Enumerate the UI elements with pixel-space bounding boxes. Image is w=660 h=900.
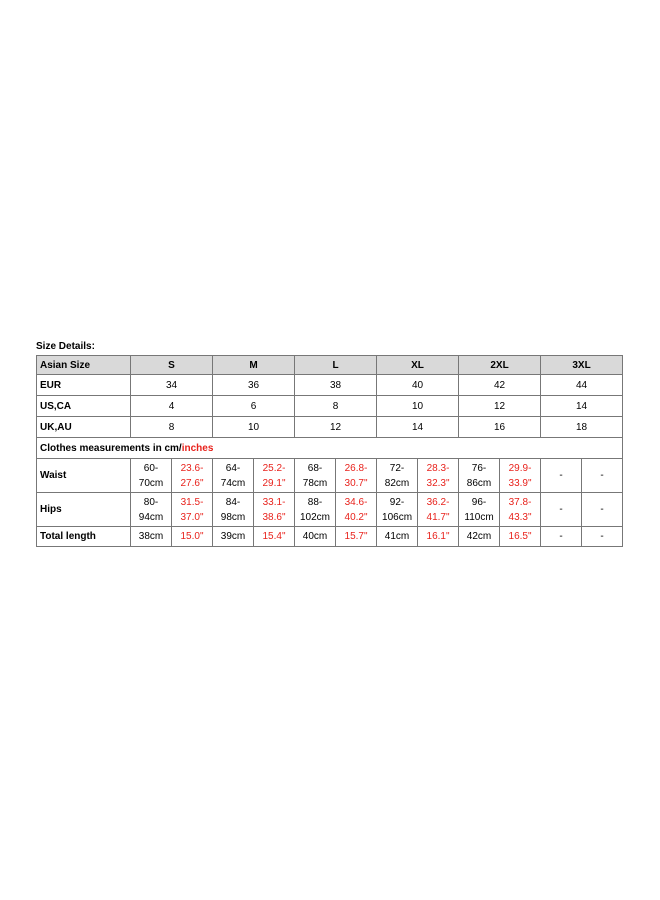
table-row: [37, 417, 623, 438]
inch-value: 26.8-: [344, 462, 368, 474]
table-cell: 12: [295, 417, 377, 438]
cm-cell: [459, 493, 500, 527]
measurements-note-prefix: Clothes measurements in cm/: [40, 442, 182, 454]
inch-value: 30.7": [344, 477, 368, 489]
table-cell: 6: [213, 396, 295, 417]
inch-value: 36.2-: [426, 496, 450, 508]
inch-value: 33.9": [508, 477, 532, 489]
cm-value: 98cm: [220, 511, 246, 523]
inch-value: 40.2": [344, 511, 368, 523]
size-table: [36, 355, 623, 547]
inch-cell: -: [582, 493, 623, 527]
table-cell: 12: [459, 396, 541, 417]
row-label-total-length: Total length: [37, 527, 131, 547]
table-row: [37, 375, 623, 396]
size-header-2xl: 2XL: [459, 356, 541, 375]
row-label-eur: EUR: [37, 375, 131, 396]
inch-cell: [336, 493, 377, 527]
table-row: [37, 527, 623, 547]
cm-value: 82cm: [384, 477, 410, 489]
cm-cell: -: [541, 493, 582, 527]
cm-value: 78cm: [302, 477, 328, 489]
inch-value: 38.6": [262, 511, 286, 523]
cm-cell: [377, 459, 418, 493]
inch-cell: 15.7": [336, 527, 377, 547]
cm-value: 102cm: [300, 511, 331, 523]
table-cell: 34: [131, 375, 213, 396]
table-cell: 10: [377, 396, 459, 417]
inch-cell: [500, 493, 541, 527]
cm-cell: [213, 493, 254, 527]
cm-value: 72-: [389, 462, 405, 474]
cm-value: 60-: [143, 462, 159, 474]
size-header-m: M: [213, 356, 295, 375]
inch-value: 23.6-: [180, 462, 204, 474]
table-cell: 14: [541, 396, 623, 417]
size-header-l: L: [295, 356, 377, 375]
cm-value: 70cm: [138, 477, 164, 489]
size-details-title: Size Details:: [36, 341, 95, 352]
inch-value: 27.6": [180, 477, 204, 489]
inch-cell: 15.0": [172, 527, 213, 547]
cm-cell: [295, 493, 336, 527]
table-cell: 4: [131, 396, 213, 417]
inch-cell: [418, 493, 459, 527]
measurements-note-inches: inches: [181, 442, 214, 454]
inch-value: 32.3": [426, 477, 450, 489]
inch-value: 41.7": [426, 511, 450, 523]
row-label-waist: Waist: [37, 459, 131, 493]
inch-cell: 16.5": [500, 527, 541, 547]
cm-cell: [459, 459, 500, 493]
table-cell: 14: [377, 417, 459, 438]
table-cell: 16: [459, 417, 541, 438]
inch-cell: 16.1": [418, 527, 459, 547]
cm-value: 94cm: [138, 511, 164, 523]
header-row: [37, 356, 623, 375]
table-cell: 10: [213, 417, 295, 438]
size-header-xl: XL: [377, 356, 459, 375]
cm-value: 88-: [307, 496, 323, 508]
cm-cell: [131, 459, 172, 493]
inch-cell: [418, 459, 459, 493]
cm-cell: 41cm: [377, 527, 418, 547]
inch-value: 33.1-: [262, 496, 286, 508]
cm-value: 80-: [143, 496, 159, 508]
inch-value: 34.6-: [344, 496, 368, 508]
table-cell: 38: [295, 375, 377, 396]
inch-cell: 15.4": [254, 527, 295, 547]
cm-value: 68-: [307, 462, 323, 474]
cm-cell: [377, 493, 418, 527]
cm-cell: -: [541, 459, 582, 493]
inch-value: 37.0": [180, 511, 204, 523]
inch-cell: [336, 459, 377, 493]
size-chart: [36, 340, 622, 547]
inch-cell: [172, 493, 213, 527]
measurements-note-row: [37, 438, 623, 459]
table-cell: 8: [131, 417, 213, 438]
cm-value: 96-: [471, 496, 487, 508]
inch-cell: [500, 459, 541, 493]
table-row: [37, 396, 623, 417]
cm-value: 74cm: [220, 477, 246, 489]
table-cell: 18: [541, 417, 623, 438]
row-label-uk-au: UK,AU: [37, 417, 131, 438]
cm-value: 110cm: [464, 511, 494, 523]
table-cell: 42: [459, 375, 541, 396]
asian-size-header: Asian Size: [37, 356, 131, 375]
inch-value: 25.2-: [262, 462, 286, 474]
cm-cell: [131, 493, 172, 527]
inch-cell: -: [582, 459, 623, 493]
inch-value: 37.8-: [508, 496, 532, 508]
cm-value: 64-: [225, 462, 241, 474]
cm-cell: [213, 459, 254, 493]
cm-value: 106cm: [382, 511, 413, 523]
cm-cell: 39cm: [213, 527, 254, 547]
table-cell: 40: [377, 375, 459, 396]
table-row: [37, 493, 623, 527]
inch-cell: [254, 459, 295, 493]
cm-cell: -: [541, 527, 582, 547]
inch-cell: [172, 459, 213, 493]
size-header-3xl: 3XL: [541, 356, 623, 375]
table-cell: 36: [213, 375, 295, 396]
cm-cell: 38cm: [131, 527, 172, 547]
cm-cell: [295, 459, 336, 493]
inch-value: 29.1": [262, 477, 286, 489]
measurements-note: [37, 438, 623, 459]
table-cell: 8: [295, 396, 377, 417]
cm-cell: 42cm: [459, 527, 500, 547]
row-label-us-ca: US,CA: [37, 396, 131, 417]
cm-value: 76-: [471, 462, 487, 474]
size-header-s: S: [131, 356, 213, 375]
cm-value: 92-: [389, 496, 405, 508]
cm-value: 84-: [225, 496, 241, 508]
inch-cell: [254, 493, 295, 527]
inch-value: 31.5-: [180, 496, 204, 508]
inch-cell: -: [582, 527, 623, 547]
inch-value: 28.3-: [426, 462, 450, 474]
inch-value: 43.3": [508, 511, 532, 523]
row-label-hips: Hips: [37, 493, 131, 527]
inch-value: 29.9-: [508, 462, 532, 474]
table-row: [37, 459, 623, 493]
cm-cell: 40cm: [295, 527, 336, 547]
cm-value: 86cm: [466, 477, 492, 489]
table-cell: 44: [541, 375, 623, 396]
